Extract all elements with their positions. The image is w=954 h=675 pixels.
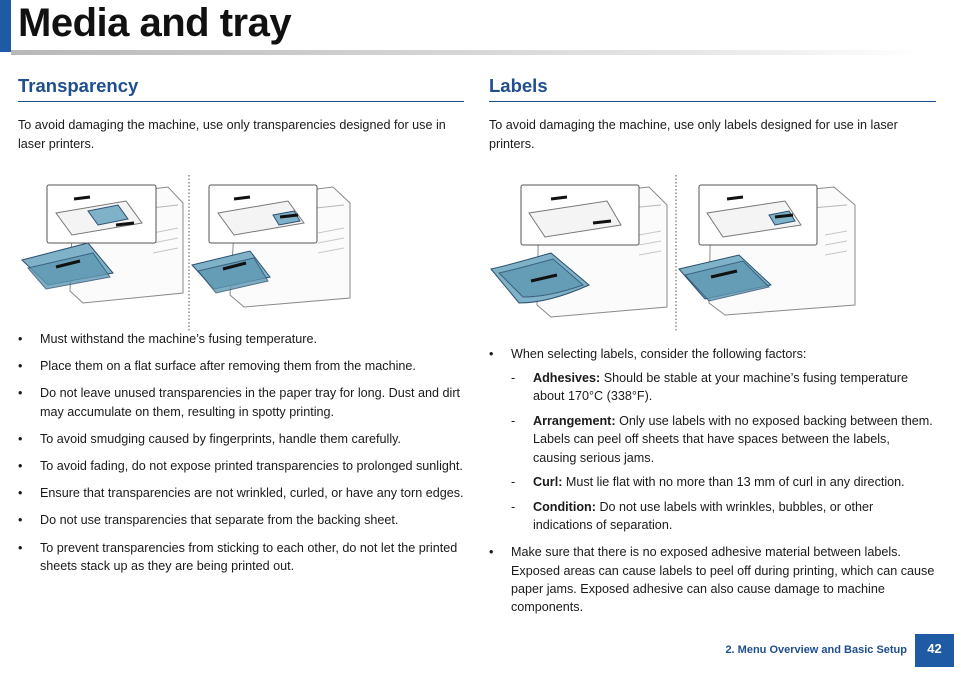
labels-guidelines bbox=[489, 345, 936, 616]
factor-text: Do not use labels with wrinkles, bubbles, or other indications of separation. bbox=[533, 499, 874, 533]
label-printer-illustration-1 bbox=[491, 185, 667, 317]
factor-term: Curl: bbox=[533, 475, 563, 490]
transparency-bullet: • Place them on a flat surface after removing them from the machine. bbox=[18, 357, 464, 375]
printer-illustration-1 bbox=[22, 185, 183, 303]
label-factor-item bbox=[511, 412, 936, 467]
factor-text: Only use labels with no exposed backing between them. Labels can peel off sheets that have spaces between the labels, causing serious jams. bbox=[533, 414, 933, 465]
transparency-bullet: • To prevent transparencies from sticking to each other, do not let the printed sheets stack up as they are being printed out. bbox=[18, 539, 464, 575]
transparency-section bbox=[18, 74, 464, 584]
transparency-bullet: • Must withstand the machine’s fusing temperature. bbox=[18, 330, 464, 348]
transparency-bullet: • Do not use transparencies that separate from the backing sheet. bbox=[18, 511, 464, 529]
page-number: 42 bbox=[915, 634, 954, 667]
labels-section bbox=[489, 74, 936, 625]
labels-figure bbox=[489, 173, 936, 333]
transparency-bullet: • To avoid fading, do not expose printed transparencies to prolonged sunlight. bbox=[18, 457, 464, 475]
labels-bullet: • Make sure that there is no exposed adhesive material between labels. Exposed areas can cause labels to peel off during printing, which can cause paper jams. Exposed adhesive can also cause damage to machine components. bbox=[489, 543, 936, 616]
label-factor-list bbox=[511, 369, 936, 534]
factor-term: Condition: bbox=[533, 499, 596, 514]
transparency-guidelines bbox=[18, 330, 464, 575]
transparency-bullet: • To avoid smudging caused by fingerprints, handle them carefully. bbox=[18, 430, 464, 448]
transparency-heading: Transparency bbox=[18, 74, 464, 102]
label-factor-item bbox=[511, 369, 936, 405]
labels-heading: Labels bbox=[489, 74, 936, 102]
transparency-figure bbox=[18, 173, 464, 333]
label-factor-item bbox=[511, 498, 936, 534]
footer-section-link[interactable]: 2. Menu Overview and Basic Setup bbox=[725, 644, 907, 656]
label-printer-illustration-2 bbox=[679, 185, 855, 315]
factor-term: Adhesives: bbox=[533, 371, 601, 386]
labels-bullet bbox=[489, 345, 936, 534]
label-factor-item bbox=[511, 473, 936, 491]
page-title: Media and tray bbox=[18, 1, 292, 45]
factor-text: Should be stable at your machine’s fusing temperature about 170°C (338°F). bbox=[533, 371, 908, 404]
labels-bullet-text: When selecting labels, consider the following factors: bbox=[511, 347, 807, 361]
factor-text: Must lie flat with no more than 13 mm of curl in any direction. bbox=[562, 475, 905, 490]
title-accent-bar bbox=[0, 0, 11, 52]
printer-illustration-2 bbox=[192, 185, 350, 307]
transparency-intro: To avoid damaging the machine, use only transparencies designed for use in laser printers. bbox=[18, 118, 446, 151]
transparency-bullet: • Do not leave unused transparencies in the paper tray for long. Dust and dirt may accumulate on them, resulting in spotty printing. bbox=[18, 384, 464, 420]
title-divider bbox=[11, 50, 921, 55]
factor-term: Arrangement: bbox=[533, 414, 616, 429]
transparency-bullet: • Ensure that transparencies are not wrinkled, curled, or have any torn edges. bbox=[18, 484, 464, 502]
labels-intro: To avoid damaging the machine, use only labels designed for use in laser printers. bbox=[489, 118, 898, 151]
